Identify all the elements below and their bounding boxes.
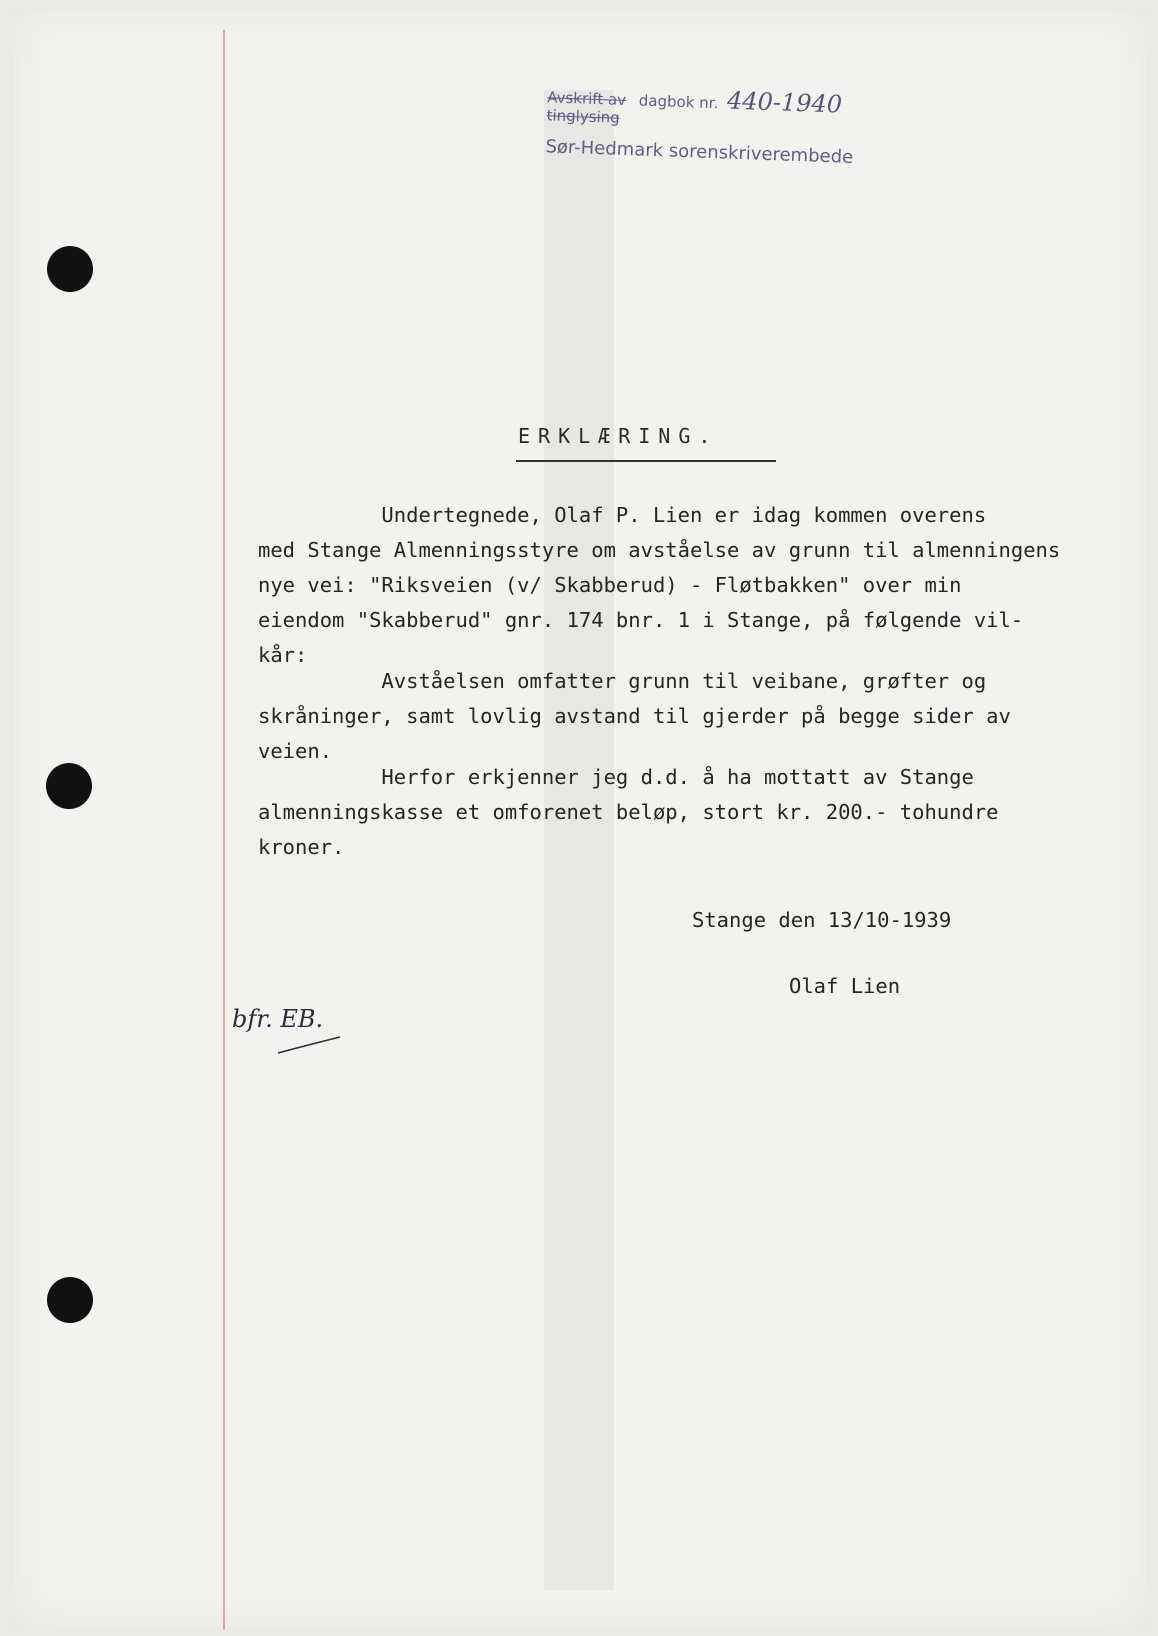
body-line: Herfor erkjenner jeg d.d. å ha mottatt av Stange (258, 765, 974, 789)
handwritten-note-text: bfr. EB. (232, 1005, 324, 1033)
stamp-dagbok-label: dagbok nr. (638, 91, 719, 113)
place-and-date: Stange den 13/10-1939 (692, 908, 952, 932)
stamp-line-1b (546, 106, 620, 127)
document-page (14, 10, 1146, 1626)
stamp-dagbok-number: 440-1940 (726, 86, 843, 119)
body-line: skråninger, samt lovlig avstand til gjerder på begge sider av (258, 704, 1011, 728)
body-line: eiendom "Skabberud" gnr. 174 bnr. 1 i Stange, på følgende vil- (258, 608, 1024, 632)
archive-stamp (544, 76, 878, 197)
punch-hole-bottom (47, 1277, 93, 1323)
body-line: nye vei: "Riksveien (v/ Skabberud) - Fløtbakken" over min (258, 573, 962, 597)
stamp-struck-text: Avskrift av (546, 88, 627, 110)
faint-watermark (534, 88, 627, 1590)
body-line: almenningskasse et omforenet beløp, stort kr. 200.- tohundre (258, 800, 999, 824)
punch-hole-top (47, 246, 93, 292)
punch-hole-middle (46, 763, 92, 809)
body-line: kår: (258, 643, 308, 667)
body-line: med Stange Almenningsstyre om avståelse av grunn til almenningens (258, 538, 1061, 562)
document-title: ERKLÆRING. (518, 424, 719, 448)
body-line: veien. (258, 739, 333, 763)
title-underline (516, 460, 776, 462)
body-line: Avståelsen omfatter grunn til veibane, grøfter og (258, 669, 987, 693)
body-line: Undertegnede, Olaf P. Lien er idag kommen overens (258, 503, 987, 527)
handwritten-initials (228, 995, 368, 1065)
stamp-struck-text-2: tinglysing (546, 106, 621, 127)
red-margin-line (223, 30, 225, 1630)
stamp-office-name: Sør-Hedmark sorenskriverembede (545, 136, 854, 168)
signer-name: Olaf Lien (789, 974, 901, 998)
body-line: kroner. (258, 835, 345, 859)
